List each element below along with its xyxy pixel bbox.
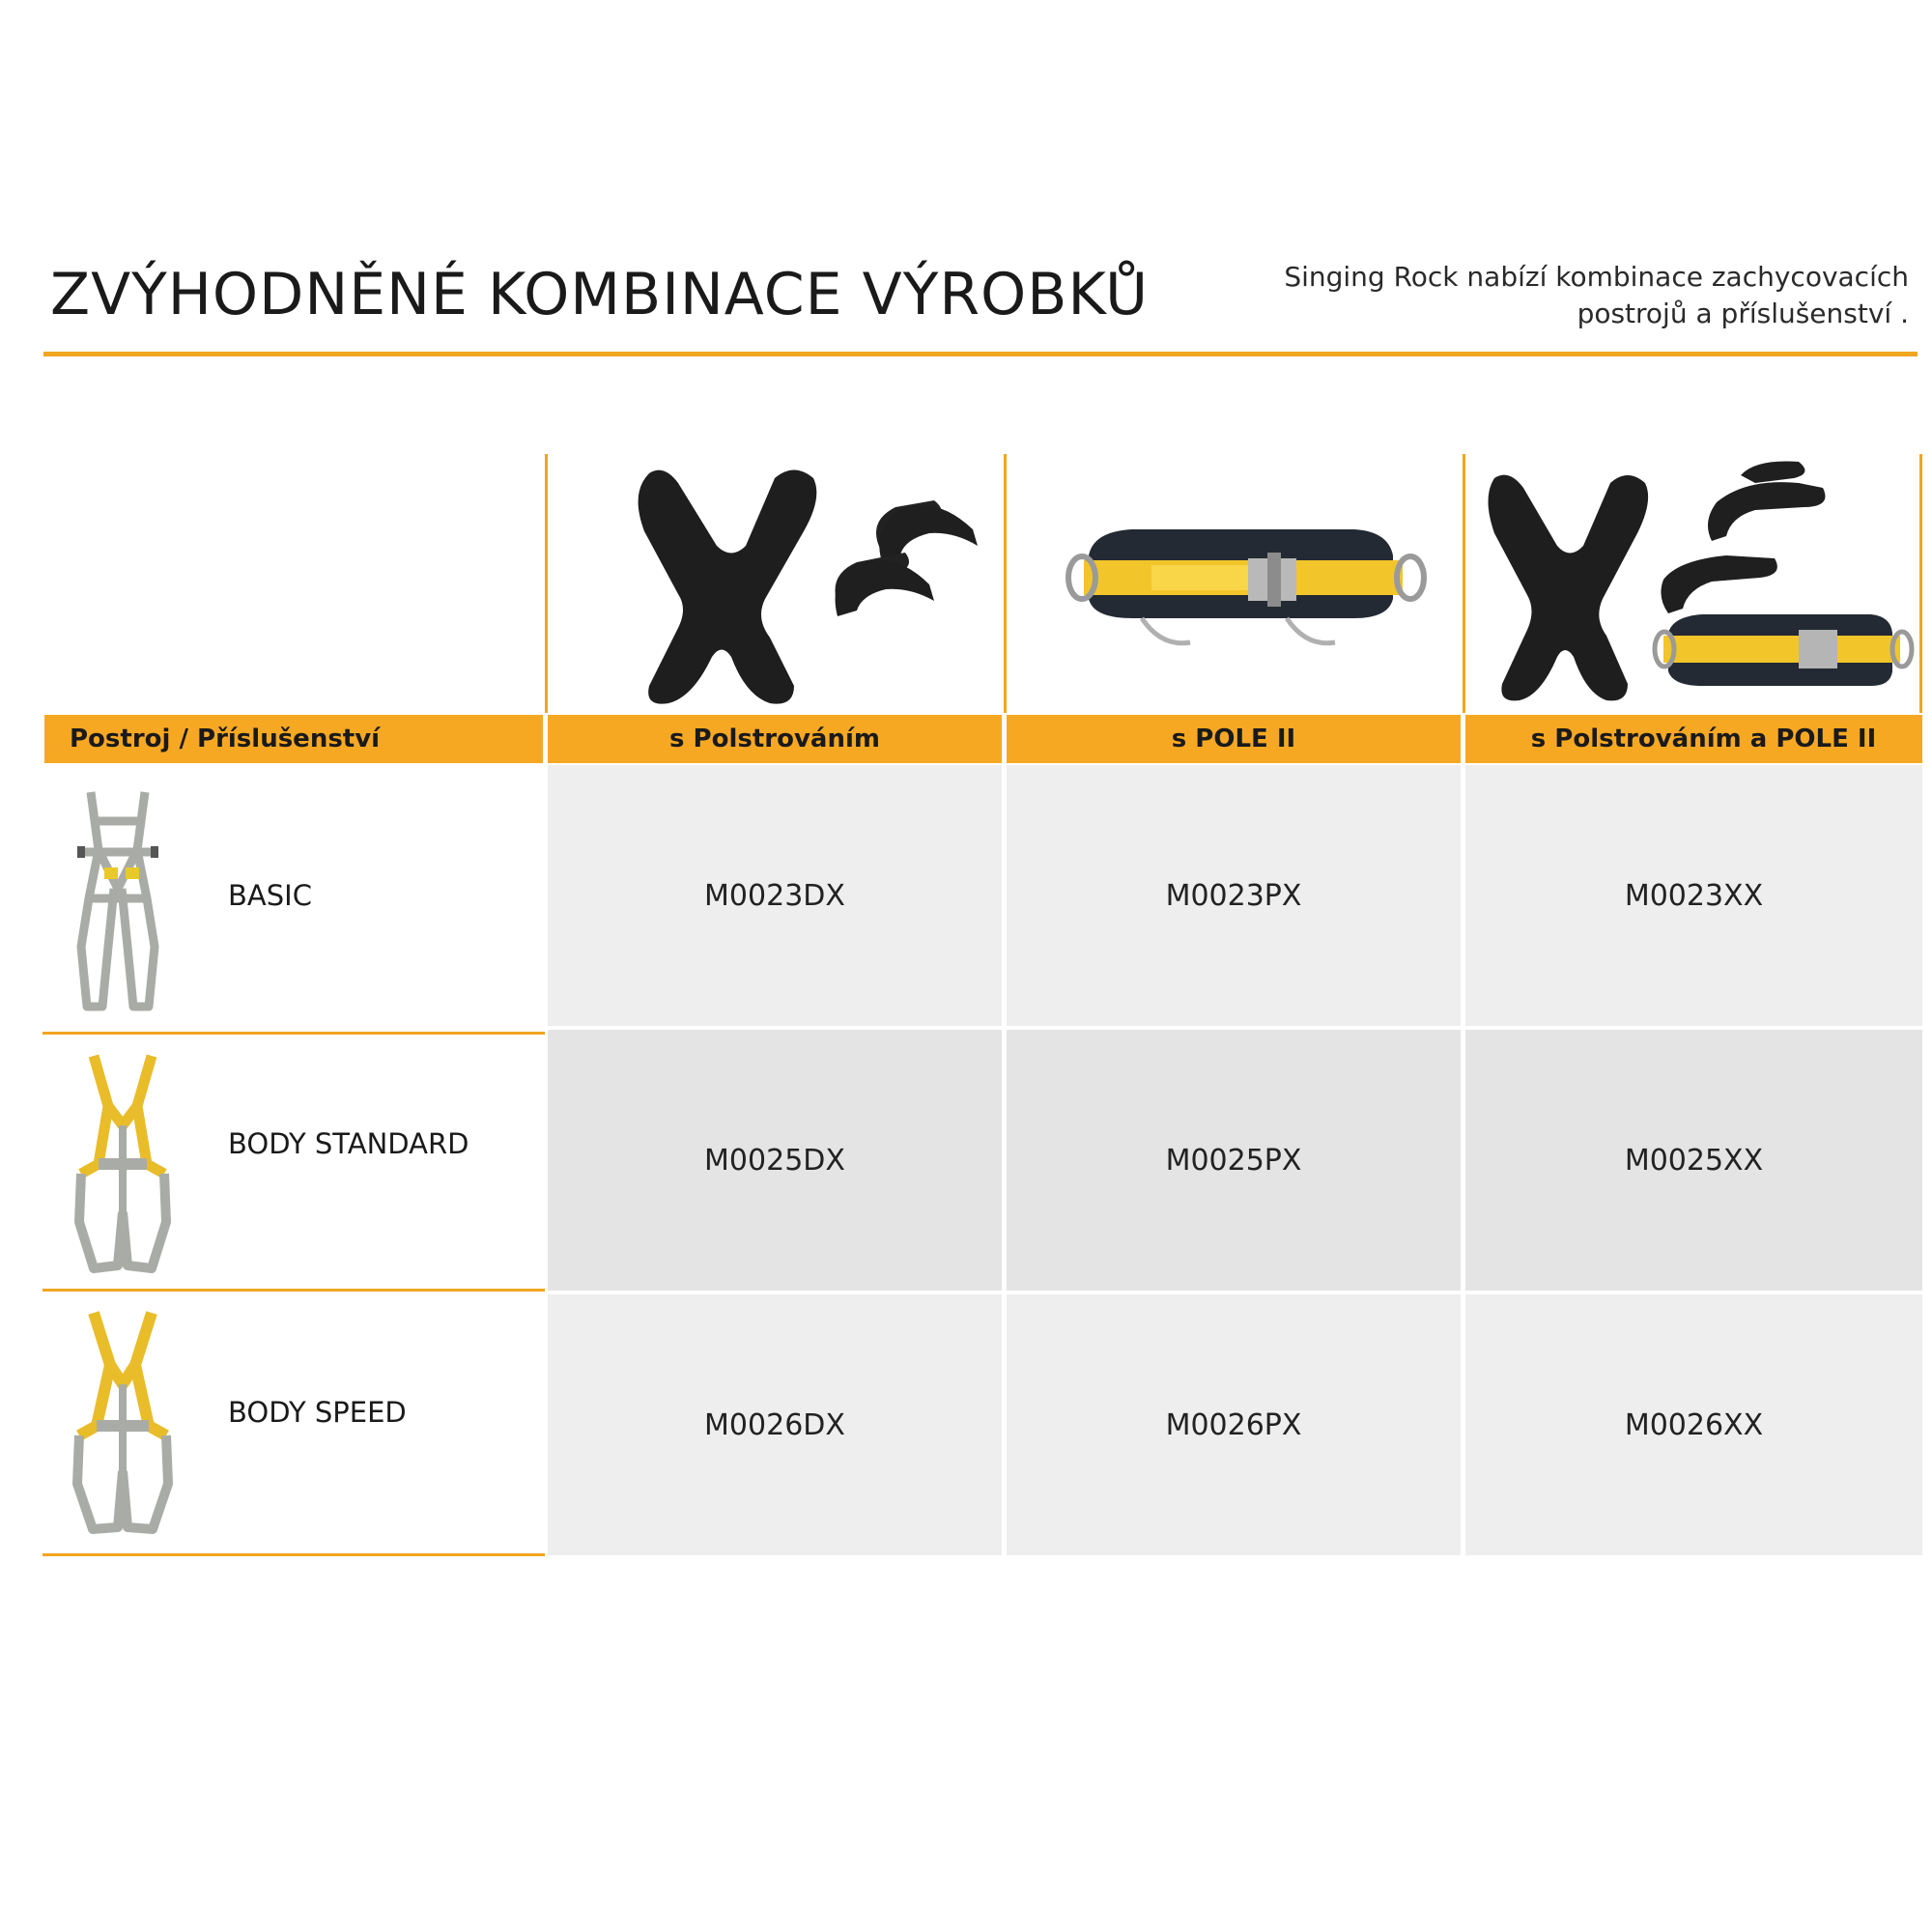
header-first-col: Postroj / Příslušenství xyxy=(44,715,543,763)
combined-pads-belt-image xyxy=(1465,454,1919,713)
body-standard-harness-image xyxy=(70,1048,176,1280)
product-code-cell: M0025XX xyxy=(1465,1030,1922,1291)
product-code-cell: M0026XX xyxy=(1465,1294,1922,1555)
product-code-cell: M0023DX xyxy=(548,765,1002,1026)
table-row-label xyxy=(43,1035,545,1292)
basic-harness-image xyxy=(70,782,166,1019)
intro-line-2: postrojů a příslušenství . xyxy=(1577,298,1909,329)
product-code-cell: M0026DX xyxy=(548,1294,1002,1555)
header-col-padding: s Polstrováním xyxy=(548,715,1002,763)
header-col-combined: s Polstrováním a POLE II xyxy=(1465,715,1922,763)
model-name-basic: BASIC xyxy=(228,879,312,912)
product-code-cell: M0026PX xyxy=(1007,1294,1461,1555)
shoulder-pads-image xyxy=(548,454,1002,713)
model-name-body-speed: BODY SPEED xyxy=(228,1396,407,1429)
product-code-cell: M0025PX xyxy=(1007,1030,1461,1291)
accessory-image-cell-padding xyxy=(545,454,1004,713)
page-title: ZVÝHODNĚNÉ KOMBINACE VÝROBKŮ xyxy=(50,261,1150,328)
table-row-label xyxy=(43,765,545,1035)
pole-belt-image xyxy=(1007,454,1461,713)
product-code-cell: M0025DX xyxy=(548,1030,1002,1291)
intro-line-1: Singing Rock nabízí kombinace zachycovacích xyxy=(1284,261,1909,293)
model-name-body-standard: BODY STANDARD xyxy=(228,1127,469,1160)
accessory-image-cell-combined xyxy=(1463,454,1922,713)
header-col-pole: s POLE II xyxy=(1007,715,1461,763)
product-code-cell: M0023PX xyxy=(1007,765,1461,1026)
body-speed-harness-image xyxy=(70,1305,176,1542)
product-code-cell: M0023XX xyxy=(1465,765,1922,1026)
accessory-image-cell-pole xyxy=(1004,454,1463,713)
title-divider xyxy=(43,352,1918,356)
intro-text xyxy=(1175,259,1909,332)
table-row-label xyxy=(43,1292,545,1556)
